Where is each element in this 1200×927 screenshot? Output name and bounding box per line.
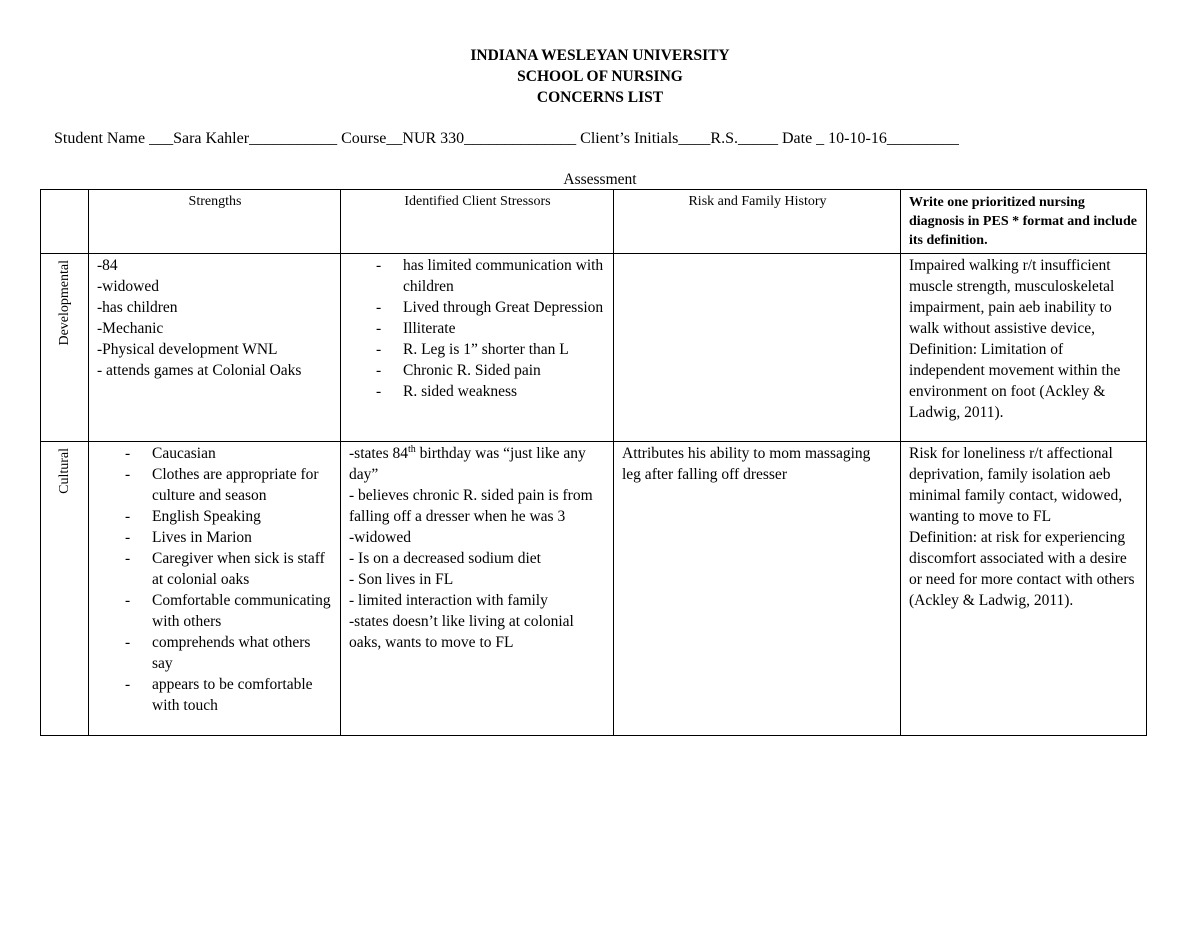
list-item: -has children <box>97 299 178 316</box>
list-item: - has limited communication with children <box>349 255 606 297</box>
developmental-strengths-cell <box>89 254 341 442</box>
risk-header: Risk and Family History <box>614 190 901 254</box>
list-item: - English Speaking <box>97 506 333 527</box>
list-item: - Is on a decreased sodium diet <box>349 550 541 567</box>
student-name-value: Sara Kahler <box>173 130 250 147</box>
date-value: 10-10-16 <box>828 130 887 147</box>
list-item <box>349 443 606 485</box>
school-name: SCHOOL OF NURSING <box>517 68 683 85</box>
stressor-text: birthday was “just like any day” <box>349 445 586 483</box>
stressors-header: Identified Client Stressors <box>341 190 614 254</box>
cultural-stressors-cell <box>341 442 614 736</box>
list-item: - Son lives in FL <box>349 571 454 588</box>
list-item: -Mechanic <box>97 320 164 337</box>
list-item: - R. sided weakness <box>349 381 606 402</box>
list-item: - Chronic R. Sided pain <box>349 360 606 381</box>
list-item: -widowed <box>349 529 411 546</box>
course-value: NUR 330 <box>402 130 465 147</box>
cultural-label: Cultural <box>56 448 72 494</box>
developmental-stressors-list <box>349 255 606 402</box>
university-name: INDIANA WESLEYAN UNIVERSITY <box>470 47 730 64</box>
list-item: - R. Leg is 1” shorter than L <box>349 339 606 360</box>
list-item: - appears to be comfortable with touch <box>97 674 333 716</box>
developmental-risk-cell <box>614 254 901 442</box>
developmental-label-cell <box>41 254 89 442</box>
concerns-table <box>40 189 1147 736</box>
header-row <box>41 190 1147 254</box>
cultural-definition-text: Definition: at risk for experiencing discomfort associated with a desire or need for more contact with others (Ackley & Ladwig, 2011). <box>909 529 1135 609</box>
cultural-row <box>41 442 1147 736</box>
list-item: -84 <box>97 257 118 274</box>
course-label: Course <box>341 130 387 147</box>
assessment-label: Assessment <box>563 171 637 188</box>
list-item: - comprehends what others say <box>97 632 333 674</box>
cultural-risk-cell: Attributes his ability to mom massaging leg after falling off dresser <box>614 442 901 736</box>
stressor-text: -states 84 <box>349 445 408 462</box>
developmental-stressors-cell <box>341 254 614 442</box>
developmental-row <box>41 254 1147 442</box>
document-heading <box>0 45 1200 108</box>
developmental-label: Developmental <box>56 260 72 346</box>
list-item: -states doesn’t like living at colonial oaks, wants to move to FL <box>349 613 574 651</box>
developmental-diagnosis-cell: Impaired walking r/t insufficient muscle strength, musculoskeletal impairment, pain aeb inability to walk without assistive device, Definition: Limitation of independent movement within the environment on foot (Ackley & Ladwig, 2011). <box>901 254 1147 442</box>
list-item: - Lives in Marion <box>97 527 333 548</box>
diagnosis-header: Write one prioritized nursing diagnosis in PES * format and include its definition. <box>901 190 1147 254</box>
ordinal-suffix: th <box>407 443 416 455</box>
cultural-strengths-list <box>97 443 333 716</box>
client-initials-value: R.S. <box>710 130 738 147</box>
document-title: CONCERNS LIST <box>536 89 664 106</box>
date-label: Date <box>781 130 813 147</box>
strengths-header: Strengths <box>89 190 341 254</box>
list-item: - Illiterate <box>349 318 606 339</box>
cultural-diagnosis-text: Risk for loneliness r/t affectional deprivation, family isolation aeb minimal family contact, widowed, wanting to move to FL <box>909 445 1123 525</box>
list-item: - Caregiver when sick is staff at colonial oaks <box>97 548 333 590</box>
corner-cell <box>41 190 89 254</box>
cultural-strengths-cell <box>89 442 341 736</box>
client-initials-label: Client’s Initials <box>580 130 679 147</box>
list-item: - Clothes are appropriate for culture and season <box>97 464 333 506</box>
list-item: - Caucasian <box>97 443 333 464</box>
list-item: -widowed <box>97 278 159 295</box>
list-item: - attends games at Colonial Oaks <box>97 362 302 379</box>
list-item: - Comfortable communicating with others <box>97 590 333 632</box>
info-line: Student Name ___Sara Kahler___________ Course__NUR 330______________ Client’s Initials____R.S._____ Date _ 10-10-16_________ <box>54 130 959 147</box>
list-item: - Lived through Great Depression <box>349 297 606 318</box>
list-item: -Physical development WNL <box>97 341 278 358</box>
cultural-label-cell <box>41 442 89 736</box>
cultural-diagnosis-cell <box>901 442 1147 736</box>
list-item: - believes chronic R. sided pain is from falling off a dresser when he was 3 <box>349 487 593 525</box>
student-name-label: Student Name <box>54 130 146 147</box>
list-item: - limited interaction with family <box>349 592 548 609</box>
